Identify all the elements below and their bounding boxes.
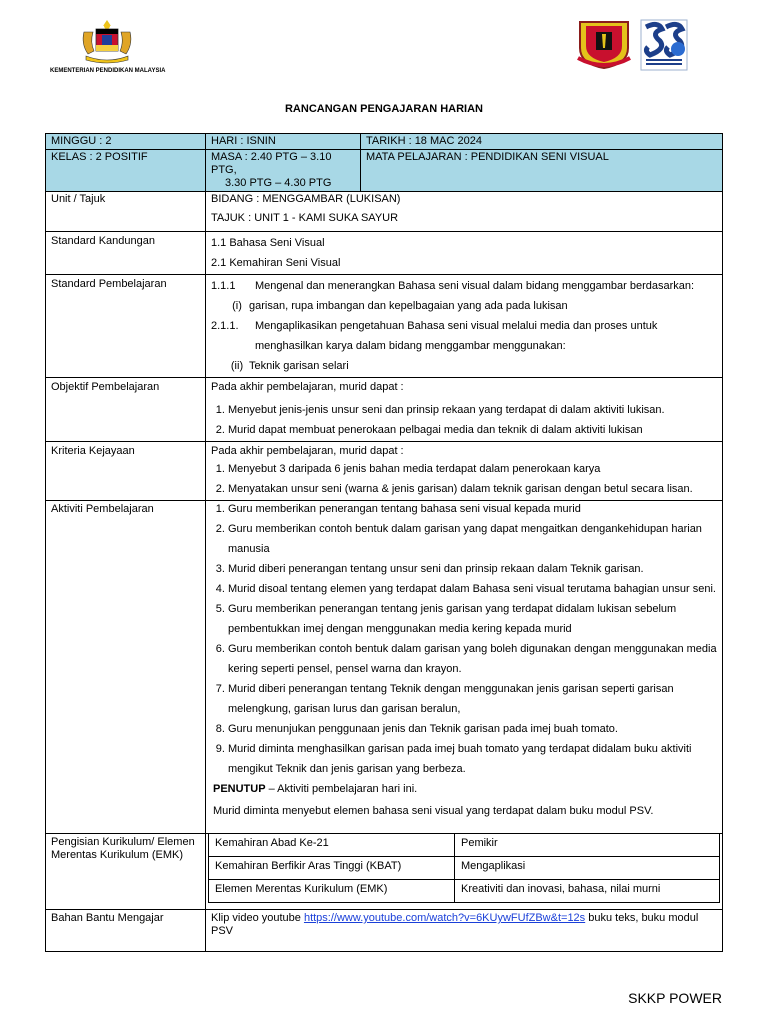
kriteria-item-1: 1. Menyebut 3 daripada 6 jenis bahan media terdapat dalam penerokaan karya bbox=[228, 459, 717, 479]
unit-row bbox=[46, 192, 723, 232]
bbm-content bbox=[206, 910, 723, 952]
header-row-2 bbox=[46, 150, 723, 192]
sp-1 bbox=[211, 276, 717, 296]
standard-pembelajaran-row bbox=[46, 275, 723, 378]
sp-1-sub-number: (i) bbox=[232, 300, 242, 312]
kriteria-label: Kriteria Kejayaan bbox=[46, 442, 206, 501]
kelas-cell: KELAS : 2 POSITIF bbox=[46, 150, 206, 192]
masa-cell bbox=[206, 150, 361, 192]
unit-content bbox=[206, 192, 723, 232]
minggu-cell: MINGGU : 2 bbox=[46, 134, 206, 150]
sp-2-sub-number: (ii) bbox=[230, 360, 244, 372]
bbm-label: Bahan Bantu Mengajar bbox=[46, 910, 206, 952]
aktiviti-item-1: 1. Guru memberikan penerangan tentang bahasa seni visual kepada murid bbox=[228, 499, 717, 519]
masa-line-1: MASA : 2.40 PTG – 3.10 PTG, bbox=[211, 151, 332, 176]
malaysia-coat-of-arms-logo bbox=[78, 18, 136, 64]
sp-2-sub bbox=[211, 356, 717, 376]
sk-item-1: 1.1 Bahasa Seni Visual bbox=[211, 237, 325, 249]
sp-2-sub-text: Teknik garisan selari bbox=[249, 360, 349, 372]
school-crest-logo bbox=[574, 18, 634, 70]
objektif-list bbox=[211, 400, 717, 440]
aktiviti-item-2: 2. Guru memberikan contoh bentuk dalam garisan yang dapat mengaitkan dengankehidupan harian manusia bbox=[228, 519, 717, 559]
sp-2-text: Mengaplikasikan pengetahuan Bahasa seni visual melalui media dan proses untuk bbox=[255, 320, 658, 332]
aktiviti-item-4: 4. Murid disoal tentang elemen yang terdapat dalam Bahasa seni visual terutama bahagian unsur seni. bbox=[228, 579, 717, 599]
bbm-prefix: Klip video youtube bbox=[211, 912, 304, 924]
aktiviti-item-6: 6. Guru memberikan contoh bentuk dalam garisan yang boleh digunakan dengan menggunakan media kering seperti pensel, pensel warna dan krayon. bbox=[228, 639, 717, 679]
aktiviti-item-5: 5. Guru memberikan penerangan tentang jenis garisan yang terdapat didalam lukisan sebelum pembentukkan imej dengan menggunakan media kering kepada murid bbox=[228, 599, 717, 639]
aktiviti-content bbox=[206, 501, 723, 834]
masa-line-2: 3.30 PTG – 4.30 PTG bbox=[225, 177, 332, 189]
emk-content bbox=[206, 834, 723, 910]
sp-1-sub bbox=[211, 296, 717, 316]
mata-pelajaran-cell: MATA PELAJARAN : PENDIDIKAN SENI VISUAL bbox=[361, 150, 723, 192]
standard-kandungan-content bbox=[206, 232, 723, 275]
aktiviti-item-7: 7. Murid diberi penerangan tentang Teknik dengan menggunakan jenis garisan seperti garisan melengkung, garisan lurus dan garisan beralun, bbox=[228, 679, 717, 719]
lesson-plan-table bbox=[45, 133, 723, 952]
closing-text: Murid diminta menyebut elemen bahasa seni visual yang terdapat dalam buku modul PSV. bbox=[213, 805, 654, 817]
aktiviti-item-3: 3. Murid diberi penerangan tentang unsur seni dan prinsip rekaan dalam Teknik garisan. bbox=[228, 559, 717, 579]
sp-2-number: 2.1.1. bbox=[211, 320, 239, 332]
page-title: RANCANGAN PENGAJARAN HARIAN bbox=[284, 103, 483, 115]
aktiviti-item-8: 8. Guru menunjukan penggunaan jenis dan Teknik garisan pada imej buah tomato. bbox=[228, 719, 717, 739]
kriteria-intro: Pada akhir pembelajaran, murid dapat : bbox=[211, 445, 404, 457]
objektif-label: Objektif Pembelajaran bbox=[46, 378, 206, 442]
emk-row bbox=[46, 834, 723, 910]
kriteria-item-2: 2. Menyatakan unsur seni (warna & jenis garisan) dalam teknik garisan dengan betul secara lisan. bbox=[228, 479, 717, 499]
sp-1-text: Mengenal dan menerangkan Bahasa seni visual dalam bidang menggambar berdasarkan: bbox=[255, 280, 695, 292]
emk-label: Pengisian Kurikulum/ Elemen Merentas Kurikulum (EMK) bbox=[46, 834, 206, 910]
emk-row-3 bbox=[209, 880, 720, 903]
objektif-intro: Pada akhir pembelajaran, murid dapat : bbox=[211, 381, 404, 393]
emk-row-1 bbox=[209, 834, 720, 857]
bidang-text: BIDANG : MENGGAMBAR (LUKISAN) bbox=[211, 193, 401, 205]
youtube-link[interactable]: https://www.youtube.com/watch?v=6KUywFUfZBw&t=12s bbox=[303, 912, 586, 924]
sp-2 bbox=[211, 316, 717, 336]
emk-key-2: Kemahiran Berfikir Aras Tinggi (KBAT) bbox=[209, 857, 455, 880]
sp-2-continued: menghasilkan karya dalam bidang menggambar menggunakan: bbox=[255, 340, 566, 352]
objektif-row bbox=[46, 378, 723, 442]
tarikh-cell: TARIKH : 18 MAC 2024 bbox=[361, 134, 723, 150]
emk-value-2: Mengaplikasi bbox=[455, 857, 720, 880]
unit-label: Unit / Tajuk bbox=[46, 192, 206, 232]
bbm-row bbox=[46, 910, 723, 952]
aktiviti-list bbox=[211, 499, 717, 779]
penutup-line bbox=[211, 779, 717, 799]
aktiviti-item-9: 9. Murid diminta menghasilkan garisan pada imej buah tomato yang terdapat didalam buku aktiviti mengikut Teknik dan jenis garisan yang berbeza. bbox=[228, 739, 717, 779]
penutup-label: PENUTUP bbox=[213, 783, 266, 795]
hari-cell: HARI : ISNIN bbox=[206, 134, 361, 150]
standard-pembelajaran-label: Standard Pembelajaran bbox=[46, 275, 206, 378]
header-row-1 bbox=[46, 134, 723, 150]
standard-kandungan-row bbox=[46, 232, 723, 275]
standard-kandungan-label: Standard Kandungan bbox=[46, 232, 206, 275]
standard-pembelajaran-content bbox=[206, 275, 723, 378]
penutup-text: – Aktiviti pembelajaran hari ini. bbox=[265, 783, 418, 795]
emk-table bbox=[208, 833, 720, 903]
kriteria-list bbox=[211, 459, 717, 499]
bbm-suffix: buku teks, buku modul PSV bbox=[211, 912, 699, 937]
objektif-content bbox=[206, 378, 723, 442]
objektif-item-2: 2. Murid dapat membuat penerokaan pelbagai media dan teknik di dalam aktiviti lukisan bbox=[228, 420, 717, 440]
footer-text: SKKP POWER bbox=[628, 990, 722, 1006]
emk-key-3: Elemen Merentas Kurikulum (EMK) bbox=[209, 880, 455, 903]
emk-value-3: Kreativiti dan inovasi, bahasa, nilai murni bbox=[455, 880, 720, 903]
sk-item-2: 2.1 Kemahiran Seni Visual bbox=[211, 257, 341, 269]
emk-value-1: Pemikir bbox=[455, 834, 720, 857]
kriteria-row bbox=[46, 442, 723, 501]
objektif-item-1: 1. Menyebut jenis-jenis unsur seni dan prinsip rekaan yang terdapat di dalam aktiviti lukisan. bbox=[228, 400, 717, 420]
sp-1-sub-text: garisan, rupa imbangan dan kepelbagaian yang ada pada lukisan bbox=[249, 300, 568, 312]
aktiviti-row bbox=[46, 501, 723, 834]
emk-key-1: Kemahiran Abad Ke-21 bbox=[209, 834, 455, 857]
aktiviti-label: Aktiviti Pembelajaran bbox=[46, 501, 206, 834]
tajuk-text: TAJUK : UNIT 1 - KAMI SUKA SAYUR bbox=[211, 212, 399, 224]
emk-row-2 bbox=[209, 857, 720, 880]
school-program-logo bbox=[640, 19, 688, 71]
sp-1-number: 1.1.1 bbox=[211, 280, 236, 292]
ministry-label: KEMENTERIAN PENDIDIKAN MALAYSIA bbox=[50, 68, 166, 74]
kriteria-content bbox=[206, 442, 723, 501]
